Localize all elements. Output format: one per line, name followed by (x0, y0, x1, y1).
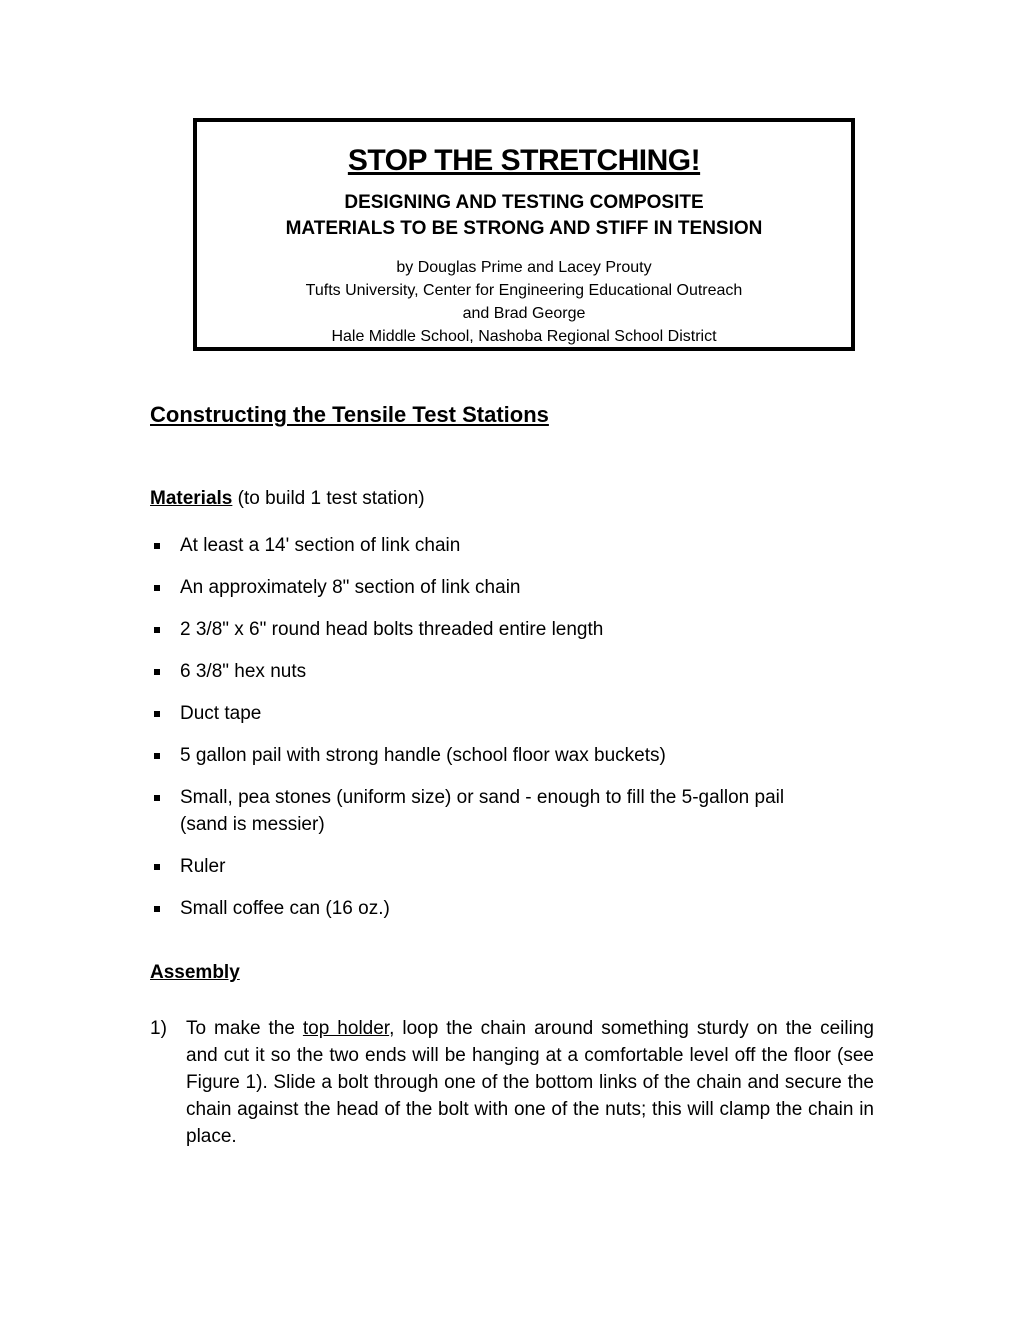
assembly-heading: Assembly (150, 962, 240, 983)
bullet-icon (154, 711, 160, 717)
list-item (150, 532, 850, 559)
document-title: STOP THE STRETCHING! (347, 144, 701, 177)
authors-line-4: Hale Middle School, Nashoba Regional School District (331, 328, 717, 345)
list-item-text: Ruler (180, 856, 226, 877)
list-item-text: 2 3/8" x 6" round head bolts threaded entire length (180, 619, 604, 640)
subtitle-line-2: MATERIALS TO BE STRONG AND STIFF IN TENSION (285, 218, 763, 239)
list-item (150, 658, 850, 685)
materials-heading-note: (to build 1 test station) (232, 488, 425, 509)
list-item-text: 6 3/8" hex nuts (180, 661, 307, 682)
list-item (150, 616, 850, 643)
list-item-text: An approximately 8" section of link chain (180, 577, 521, 598)
step-text-underlined: top holder (302, 1018, 390, 1039)
list-item (150, 895, 850, 922)
assembly-step-1 (150, 1015, 874, 1150)
bullet-icon (154, 669, 160, 675)
materials-heading (150, 488, 425, 510)
bullet-icon (154, 795, 160, 801)
list-item (150, 700, 850, 727)
bullet-icon (154, 585, 160, 591)
authors-block (197, 256, 851, 348)
list-item (150, 853, 850, 880)
list-item (150, 574, 850, 601)
bullet-icon (154, 627, 160, 633)
step-number: 1) (150, 1018, 167, 1039)
step-text-start: To make the (186, 1018, 303, 1039)
bullet-icon (154, 543, 160, 549)
bullet-icon (154, 864, 160, 870)
authors-line-2: Tufts University, Center for Engineering Educational Outreach (305, 282, 743, 299)
list-item-text: Duct tape (180, 703, 262, 724)
list-item (150, 784, 810, 838)
materials-list (150, 532, 850, 937)
step-text (186, 1015, 874, 1150)
section-heading: Constructing the Tensile Test Stations (150, 402, 549, 427)
list-item-text: 5 gallon pail with strong handle (school floor wax buckets) (180, 745, 666, 766)
bullet-icon (154, 753, 160, 759)
step-text-rest: , loop the chain around something sturdy on the ceiling and cut it so the two ends will be hanging at a comfortable level off the floor (see Figure 1). Slide a bolt through one of the bottom links of the chain and secure the chain against the head of the bolt with one of the nuts; this will clamp the chain in place. (186, 1018, 874, 1147)
list-item-text: At least a 14' section of link chain (180, 535, 461, 556)
list-item-text: Small coffee can (16 oz.) (180, 898, 390, 919)
title-box (193, 118, 855, 351)
subtitle-line-1: DESIGNING AND TESTING COMPOSITE (344, 192, 704, 213)
bullet-icon (154, 906, 160, 912)
materials-heading-label: Materials (150, 488, 233, 509)
authors-line-3: and Brad George (462, 305, 586, 322)
document-subtitle (197, 190, 851, 242)
authors-line-1: by Douglas Prime and Lacey Prouty (396, 259, 652, 276)
list-item (150, 742, 850, 769)
list-item-text: Small, pea stones (uniform size) or sand - enough to fill the 5-gallon pail (sand is messier) (180, 787, 785, 835)
